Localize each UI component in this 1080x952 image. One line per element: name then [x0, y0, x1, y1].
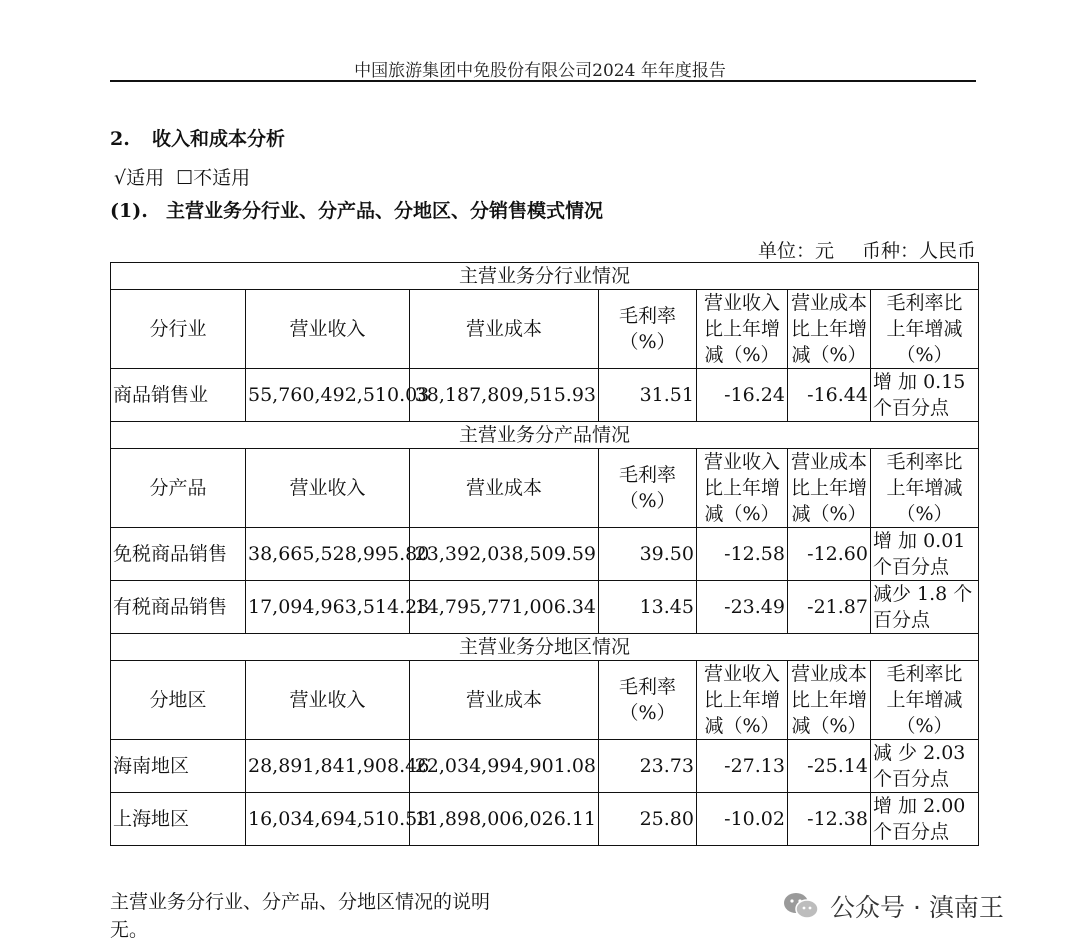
revenue-change-header-line-2: 比上年增	[703, 318, 780, 340]
cost-change-header-line-3: 减（%）	[791, 344, 867, 366]
row-name: 上海地区	[111, 793, 246, 846]
cost-change-header-line-2: 比上年增	[790, 318, 867, 340]
row-revenue-change: -23.49	[697, 581, 788, 634]
row-margin-change	[871, 528, 979, 581]
row-cost: 22,034,994,901.08	[410, 740, 599, 793]
revenue-change-header-line-3: 减（%）	[704, 503, 780, 525]
cost-change-header	[788, 449, 871, 528]
row-margin-change	[871, 793, 979, 846]
row-revenue: 16,034,694,510.53	[246, 793, 410, 846]
subsection-title-text: 主营业务分行业、分产品、分地区、分销售模式情况	[166, 200, 604, 222]
subsection-number: (1).	[110, 200, 148, 222]
row-cost: 38,187,809,515.93	[410, 369, 599, 422]
margin-change-header	[871, 290, 979, 369]
section-title	[110, 124, 285, 151]
table-row	[111, 528, 979, 581]
revenue-header	[246, 661, 410, 740]
table-row	[111, 793, 979, 846]
cost-header	[410, 290, 599, 369]
row-cost-change: -21.87	[788, 581, 871, 634]
main-business-table	[110, 262, 979, 846]
row-cost: 14,795,771,006.34	[410, 581, 599, 634]
row-margin: 23.73	[599, 740, 697, 793]
row-cost-change: -25.14	[788, 740, 871, 793]
column-header-row	[111, 449, 979, 528]
cost-header-line-1: 营业成本	[465, 689, 542, 711]
row-name: 商品销售业	[111, 369, 246, 422]
revenue-header-line-1: 营业收入	[289, 318, 366, 340]
table-row	[111, 369, 979, 422]
unit-label: 单位：元	[757, 240, 834, 262]
footnote	[110, 888, 490, 944]
row-margin-change-line-2: 个百分点	[873, 397, 950, 419]
revenue-change-header-line-3: 减（%）	[704, 344, 780, 366]
revenue-header-line-1: 营业收入	[289, 689, 366, 711]
row-name: 有税商品销售	[111, 581, 246, 634]
row-revenue-change: -16.24	[697, 369, 788, 422]
unit-line	[730, 236, 976, 263]
cost-change-header-line-3: 减（%）	[791, 715, 867, 737]
row-name: 免税商品销售	[111, 528, 246, 581]
group-title-row	[111, 263, 979, 290]
wechat-icon	[782, 891, 820, 921]
row-margin-change-line-2: 个百分点	[873, 768, 950, 790]
group-title-row	[111, 634, 979, 661]
revenue-change-header-line-1: 营业收入	[703, 451, 780, 473]
margin-header-line-2: （%）	[619, 331, 676, 353]
cost-header	[410, 661, 599, 740]
margin-header-line-2: （%）	[619, 490, 676, 512]
margin-change-header	[871, 661, 979, 740]
watermark	[782, 888, 1004, 924]
row-revenue: 28,891,841,908.46	[246, 740, 410, 793]
revenue-change-header-line-2: 比上年增	[703, 477, 780, 499]
header-rule	[110, 80, 976, 82]
margin-change-header-line-1: 毛利率比	[886, 663, 963, 685]
revenue-header	[246, 290, 410, 369]
margin-header-line-1: 毛利率	[618, 676, 676, 698]
row-margin: 13.45	[599, 581, 697, 634]
row-margin: 39.50	[599, 528, 697, 581]
revenue-change-header-line-3: 减（%）	[704, 715, 780, 737]
row-margin-change-line-2: 百分点	[873, 609, 931, 631]
row-margin-change-line-2: 个百分点	[873, 821, 950, 843]
margin-header-line-2: （%）	[619, 702, 676, 724]
row-margin-change	[871, 581, 979, 634]
row-cost: 11,898,006,026.11	[410, 793, 599, 846]
table-row	[111, 740, 979, 793]
column-header-row	[111, 290, 979, 369]
dimension-header-line-1: 分产品	[149, 477, 207, 499]
dimension-header	[111, 661, 246, 740]
table-body	[111, 263, 979, 846]
footnote-text: 无。	[110, 919, 149, 941]
revenue-change-header-line-1: 营业收入	[703, 663, 780, 685]
margin-change-header-line-2: 上年增减	[886, 318, 963, 340]
dimension-header	[111, 449, 246, 528]
section-title-text: 收入和成本分析	[152, 128, 286, 150]
row-cost-change: -12.38	[788, 793, 871, 846]
row-margin-change-line-1: 增 加 0.15	[873, 371, 966, 393]
revenue-change-header-line-1: 营业收入	[703, 292, 780, 314]
not-applicable-option: ☐不适用	[176, 167, 251, 189]
section-number: 2.	[110, 128, 130, 150]
row-margin: 31.51	[599, 369, 697, 422]
cost-change-header	[788, 290, 871, 369]
revenue-change-header	[697, 449, 788, 528]
margin-change-header	[871, 449, 979, 528]
margin-header	[599, 449, 697, 528]
cost-change-header-line-1: 营业成本	[790, 292, 867, 314]
margin-change-header-line-1: 毛利率比	[886, 451, 963, 473]
cost-change-header-line-1: 营业成本	[790, 451, 867, 473]
cost-change-header-line-1: 营业成本	[790, 663, 867, 685]
margin-change-header-line-3: （%）	[896, 503, 953, 525]
margin-change-header-line-3: （%）	[896, 344, 953, 366]
applicability-options	[114, 163, 262, 190]
applicable-option: √适用	[114, 167, 165, 189]
revenue-change-header	[697, 661, 788, 740]
margin-header	[599, 661, 697, 740]
report-header-title: 中国旅游集团中免股份有限公司2024 年年度报告	[354, 61, 726, 81]
dimension-header-line-1: 分行业	[149, 318, 207, 340]
row-margin-change-line-1: 减少 1.8 个	[873, 583, 973, 605]
row-margin: 25.80	[599, 793, 697, 846]
row-margin-change-line-2: 个百分点	[873, 556, 950, 578]
revenue-change-header	[697, 290, 788, 369]
row-cost: 23,392,038,509.59	[410, 528, 599, 581]
cost-header	[410, 449, 599, 528]
margin-change-header-line-2: 上年增减	[886, 477, 963, 499]
footnote-title: 主营业务分行业、分产品、分地区情况的说明	[110, 891, 491, 913]
watermark-text: 公众号 · 滇南王	[830, 893, 1004, 922]
table-row	[111, 581, 979, 634]
currency-label: 币种：人民币	[861, 240, 976, 262]
row-revenue: 38,665,528,995.80	[246, 528, 410, 581]
margin-header-line-1: 毛利率	[618, 464, 676, 486]
cost-change-header-line-2: 比上年增	[790, 689, 867, 711]
row-revenue-change: -12.58	[697, 528, 788, 581]
cost-change-header-line-2: 比上年增	[790, 477, 867, 499]
group-title-row	[111, 422, 979, 449]
column-header-row	[111, 661, 979, 740]
cost-change-header-line-3: 减（%）	[791, 503, 867, 525]
row-cost-change: -16.44	[788, 369, 871, 422]
revenue-change-header-line-2: 比上年增	[703, 689, 780, 711]
dimension-header	[111, 290, 246, 369]
cost-header-line-1: 营业成本	[465, 318, 542, 340]
group-title: 主营业务分产品情况	[111, 422, 979, 449]
row-revenue: 55,760,492,510.03	[246, 369, 410, 422]
margin-change-header-line-3: （%）	[896, 715, 953, 737]
revenue-header	[246, 449, 410, 528]
margin-header-line-1: 毛利率	[618, 305, 676, 327]
row-cost-change: -12.60	[788, 528, 871, 581]
revenue-header-line-1: 营业收入	[289, 477, 366, 499]
row-revenue-change: -27.13	[697, 740, 788, 793]
dimension-header-line-1: 分地区	[149, 689, 207, 711]
margin-header	[599, 290, 697, 369]
row-margin-change-line-1: 减 少 2.03	[873, 742, 966, 764]
row-margin-change-line-1: 增 加 0.01	[873, 530, 966, 552]
cost-header-line-1: 营业成本	[465, 477, 542, 499]
margin-change-header-line-1: 毛利率比	[886, 292, 963, 314]
group-title: 主营业务分行业情况	[111, 263, 979, 290]
row-name: 海南地区	[111, 740, 246, 793]
row-revenue: 17,094,963,514.23	[246, 581, 410, 634]
group-title: 主营业务分地区情况	[111, 634, 979, 661]
cost-change-header	[788, 661, 871, 740]
row-margin-change	[871, 740, 979, 793]
row-revenue-change: -10.02	[697, 793, 788, 846]
row-margin-change-line-1: 增 加 2.00	[873, 795, 966, 817]
row-margin-change	[871, 369, 979, 422]
margin-change-header-line-2: 上年增减	[886, 689, 963, 711]
subsection-title	[110, 196, 603, 223]
